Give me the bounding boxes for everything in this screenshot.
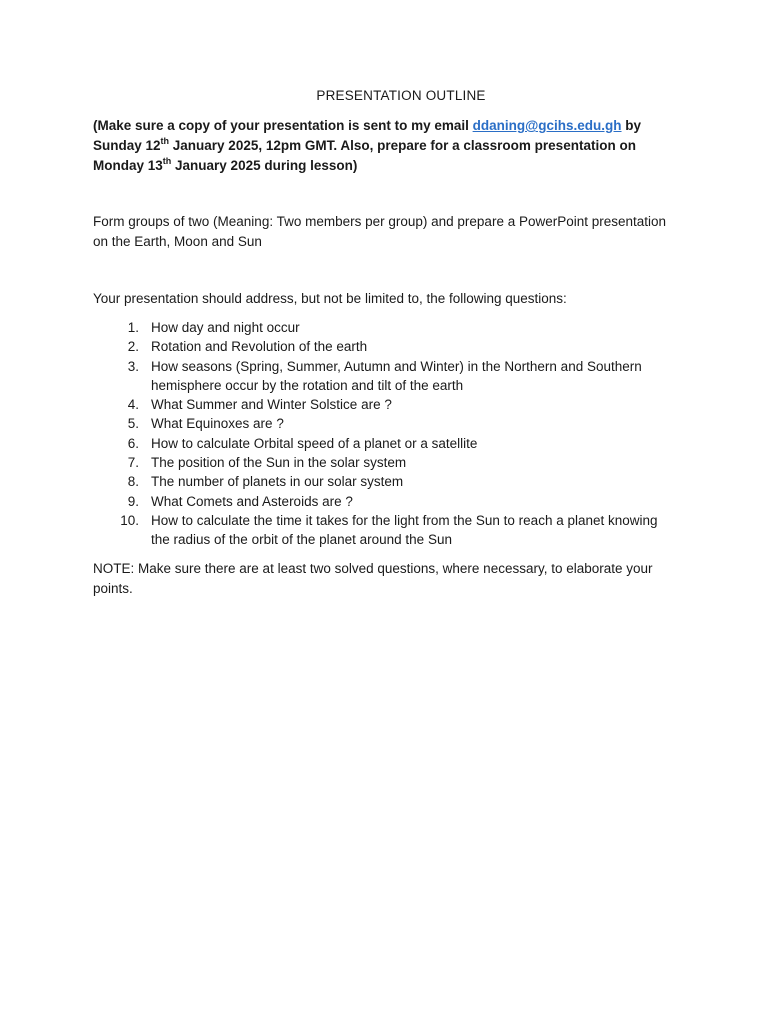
list-item-number: 2. xyxy=(127,339,139,355)
notice-sup-2: th xyxy=(162,155,172,166)
list-item-number: 7. xyxy=(127,455,139,471)
list-item-text: What Summer and Winter Solstice are ? xyxy=(151,397,392,413)
list-item-number: 3. xyxy=(127,358,139,374)
list-item-number: 8. xyxy=(127,474,139,490)
list-item xyxy=(93,395,673,414)
list-item xyxy=(93,357,673,396)
notice-sup-1: th xyxy=(160,135,170,146)
list-item xyxy=(93,318,673,337)
list-item-text: What Comets and Asteroids are ? xyxy=(151,493,353,509)
list-item xyxy=(93,337,673,356)
list-item-text: How day and night occur xyxy=(151,320,300,335)
list-item-text: How seasons (Spring, Summer, Autumn and Winter) in the Northern and Southern hemisphere occur by the rotation and tilt of the earth xyxy=(151,358,642,393)
page-title: PRESENTATION OUTLINE xyxy=(316,88,486,103)
notice-text-1: (Make sure a copy of your presentation is sent to my email xyxy=(93,118,473,133)
list-item-text: What Equinoxes are ? xyxy=(151,416,284,432)
notice-text-4: January 2025 during lesson) xyxy=(171,158,358,173)
list-item xyxy=(93,453,673,472)
note-paragraph: NOTE: Make sure there are at least two solved questions, where necessary, to elaborate your points. xyxy=(93,561,653,596)
list-item-number: 1. xyxy=(127,320,139,335)
groups-paragraph: Form groups of two (Meaning: Two members per group) and prepare a PowerPoint presentation on the Earth, Moon and Sun xyxy=(93,214,667,249)
list-item-number: 10. xyxy=(120,512,139,528)
list-item-text: Rotation and Revolution of the earth xyxy=(151,339,368,355)
list-item xyxy=(93,472,673,491)
list-item-text: How to calculate the time it takes for the light from the Sun to reach a planet knowing the radius of the orbit of the planet around the Sun xyxy=(151,512,658,548)
list-item-text: The number of planets in our solar system xyxy=(151,474,404,490)
email-link[interactable]: ddaning@gcihs.edu.gh xyxy=(472,118,622,133)
address-paragraph: Your presentation should address, but not be limited to, the following questions: xyxy=(93,291,567,306)
list-item xyxy=(93,414,673,433)
list-item-text: How to calculate Orbital speed of a planet or a satellite xyxy=(151,435,478,451)
list-item xyxy=(93,511,673,550)
notice-text-3: January 2025, 12pm GMT. Also, prepare for a classroom presentation on Monday 13 xyxy=(93,138,636,173)
list-item xyxy=(93,492,673,511)
list-item-number: 4. xyxy=(127,397,139,413)
questions-list xyxy=(93,318,673,550)
list-item-text: The position of the Sun in the solar system xyxy=(151,455,407,471)
list-item-number: 6. xyxy=(127,435,139,451)
list-item-number: 5. xyxy=(127,416,139,432)
notice-text-2: by Sunday 12 xyxy=(93,118,642,153)
list-item xyxy=(93,434,673,453)
submission-notice xyxy=(93,116,673,176)
list-item-number: 9. xyxy=(127,493,139,509)
